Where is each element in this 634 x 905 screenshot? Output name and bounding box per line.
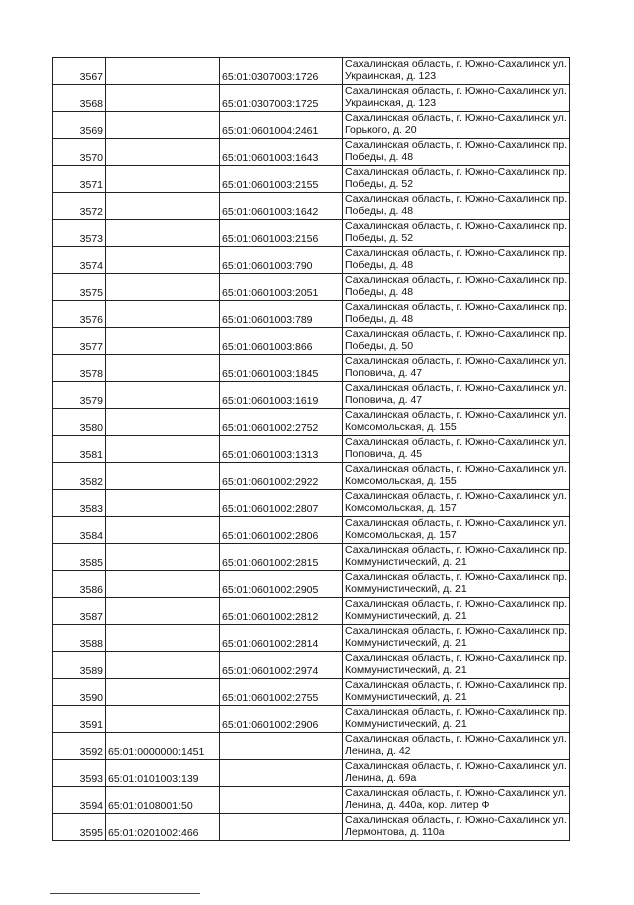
table-row <box>53 787 570 814</box>
address-line-region: Сахалинская область, г. Южно-Сахалинск ул. <box>345 85 567 97</box>
cadastral-number-cell <box>106 274 220 301</box>
address-line-region: Сахалинская область, г. Южно-Сахалинск пр. <box>345 301 568 313</box>
cadastral-number-cell <box>106 355 220 382</box>
cadastral-number-alt-cell: 65:01:0601003:2156 <box>220 220 343 247</box>
row-number-cell: 3573 <box>53 220 106 247</box>
address-cell <box>343 652 570 679</box>
address-cell <box>343 139 570 166</box>
address-cell <box>343 544 570 571</box>
table-row <box>53 220 570 247</box>
cadastral-number-alt-cell: 65:01:0601002:2815 <box>220 544 343 571</box>
address-line-street: Коммунистический, д. 21 <box>345 610 467 622</box>
address-line-region: Сахалинская область, г. Южно-Сахалинск пр. <box>345 544 568 556</box>
row-number-cell: 3594 <box>53 787 106 814</box>
row-number-cell: 3590 <box>53 679 106 706</box>
address-line-street: Украинская, д. 123 <box>345 97 437 109</box>
address-line-region: Сахалинская область, г. Южно-Сахалинск ул. <box>345 112 567 124</box>
row-number-cell: 3595 <box>53 814 106 841</box>
table-row <box>53 112 570 139</box>
address-line-street: Ленина, д. 440а, кор. литер Ф <box>345 799 490 811</box>
address-line-region: Сахалинская область, г. Южно-Сахалинск пр. <box>345 598 568 610</box>
table-row <box>53 382 570 409</box>
cadastral-number-alt-cell: 65:01:0601003:1642 <box>220 193 343 220</box>
cadastral-number-alt-cell: 65:01:0601003:790 <box>220 247 343 274</box>
table-row <box>53 760 570 787</box>
row-number-cell: 3578 <box>53 355 106 382</box>
address-line-street: Поповича, д. 45 <box>345 448 423 460</box>
cadastral-number-alt-cell: 65:01:0601002:2812 <box>220 598 343 625</box>
address-line-region: Сахалинская область, г. Южно-Сахалинск ул. <box>345 58 567 70</box>
row-number-cell: 3582 <box>53 463 106 490</box>
address-line-region: Сахалинская область, г. Южно-Сахалинск ул. <box>345 814 567 826</box>
address-line-region: Сахалинская область, г. Южно-Сахалинск ул. <box>345 463 567 475</box>
address-cell <box>343 436 570 463</box>
address-cell <box>343 706 570 733</box>
address-line-region: Сахалинская область, г. Южно-Сахалинск ул. <box>345 382 567 394</box>
row-number-cell: 3568 <box>53 85 106 112</box>
address-line-region: Сахалинская область, г. Южно-Сахалинск пр. <box>345 274 568 286</box>
address-cell <box>343 247 570 274</box>
cadastral-number-cell <box>106 517 220 544</box>
table-row <box>53 139 570 166</box>
address-line-street: Ленина, д. 69а <box>345 772 417 784</box>
row-number-cell: 3574 <box>53 247 106 274</box>
address-cell <box>343 328 570 355</box>
address-line-street: Комсомольская, д. 157 <box>345 529 457 541</box>
row-number-cell: 3584 <box>53 517 106 544</box>
table-row <box>53 598 570 625</box>
address-line-region: Сахалинская область, г. Южно-Сахалинск пр. <box>345 193 568 205</box>
registry-table-body <box>53 58 570 841</box>
address-cell <box>343 679 570 706</box>
row-number-cell: 3592 <box>53 733 106 760</box>
address-line-region: Сахалинская область, г. Южно-Сахалинск ул. <box>345 760 567 772</box>
address-line-street: Коммунистический, д. 21 <box>345 556 467 568</box>
row-number-cell: 3588 <box>53 625 106 652</box>
cadastral-number-cell <box>106 544 220 571</box>
row-number-cell: 3591 <box>53 706 106 733</box>
address-cell <box>343 166 570 193</box>
cadastral-number-alt-cell: 65:01:0601003:1845 <box>220 355 343 382</box>
cadastral-number-alt-cell: 65:01:0601002:2922 <box>220 463 343 490</box>
address-cell <box>343 625 570 652</box>
row-number-cell: 3581 <box>53 436 106 463</box>
address-cell <box>343 733 570 760</box>
cadastral-number-alt-cell <box>220 760 343 787</box>
cadastral-number-cell: 65:01:0201002:466 <box>106 814 220 841</box>
cadastral-number-cell <box>106 58 220 85</box>
row-number-cell: 3569 <box>53 112 106 139</box>
address-cell <box>343 571 570 598</box>
address-line-street: Коммунистический, д. 21 <box>345 691 467 703</box>
cadastral-number-cell <box>106 436 220 463</box>
cadastral-number-cell <box>106 463 220 490</box>
address-line-region: Сахалинская область, г. Южно-Сахалинск ул. <box>345 490 567 502</box>
address-line-street: Комсомольская, д. 155 <box>345 421 457 433</box>
row-number-cell: 3571 <box>53 166 106 193</box>
table-row <box>53 247 570 274</box>
row-number-cell: 3577 <box>53 328 106 355</box>
cadastral-number-cell <box>106 85 220 112</box>
cadastral-number-alt-cell: 65:01:0601002:2905 <box>220 571 343 598</box>
table-row <box>53 58 570 85</box>
address-cell <box>343 463 570 490</box>
address-line-street: Лермонтова, д. 110а <box>345 826 445 838</box>
cadastral-number-cell <box>106 571 220 598</box>
address-line-region: Сахалинская область, г. Южно-Сахалинск ул. <box>345 517 567 529</box>
address-cell <box>343 382 570 409</box>
address-cell <box>343 220 570 247</box>
cadastral-number-alt-cell: 65:01:0601003:2051 <box>220 274 343 301</box>
address-line-street: Коммунистический, д. 21 <box>345 583 467 595</box>
cadastral-number-alt-cell <box>220 733 343 760</box>
row-number-cell: 3575 <box>53 274 106 301</box>
cadastral-number-cell <box>106 409 220 436</box>
cadastral-number-cell: 65:01:0000000:1451 <box>106 733 220 760</box>
address-line-region: Сахалинская область, г. Южно-Сахалинск пр. <box>345 220 568 232</box>
cadastral-number-alt-cell: 65:01:0601002:2814 <box>220 625 343 652</box>
cadastral-number-alt-cell: 65:01:0601003:789 <box>220 301 343 328</box>
table-row <box>53 85 570 112</box>
row-number-cell: 3586 <box>53 571 106 598</box>
row-number-cell: 3593 <box>53 760 106 787</box>
address-line-street: Победы, д. 48 <box>345 205 414 217</box>
address-line-street: Коммунистический, д. 21 <box>345 664 467 676</box>
table-row <box>53 436 570 463</box>
address-cell <box>343 814 570 841</box>
address-cell <box>343 598 570 625</box>
cadastral-number-cell <box>106 247 220 274</box>
cadastral-number-cell <box>106 301 220 328</box>
cadastral-number-cell <box>106 328 220 355</box>
cadastral-number-cell <box>106 112 220 139</box>
address-line-street: Победы, д. 48 <box>345 151 414 163</box>
table-row <box>53 355 570 382</box>
cadastral-number-alt-cell <box>220 787 343 814</box>
address-cell <box>343 355 570 382</box>
cadastral-number-cell <box>106 706 220 733</box>
cadastral-number-alt-cell: 65:01:0601002:2755 <box>220 679 343 706</box>
cadastral-number-alt-cell: 65:01:0601003:1643 <box>220 139 343 166</box>
address-line-region: Сахалинская область, г. Южно-Сахалинск пр. <box>345 247 568 259</box>
address-line-region: Сахалинская область, г. Южно-Сахалинск ул. <box>345 733 567 745</box>
table-row <box>53 301 570 328</box>
table-row <box>53 544 570 571</box>
table-row <box>53 706 570 733</box>
address-line-street: Победы, д. 48 <box>345 286 414 298</box>
cadastral-number-cell: 65:01:0101003:139 <box>106 760 220 787</box>
table-row <box>53 625 570 652</box>
table-row <box>53 463 570 490</box>
cadastral-number-alt-cell: 65:01:0601003:2155 <box>220 166 343 193</box>
cadastral-number-cell <box>106 679 220 706</box>
cadastral-number-cell <box>106 625 220 652</box>
cadastral-number-cell <box>106 598 220 625</box>
cadastral-number-alt-cell: 65:01:0307003:1725 <box>220 85 343 112</box>
cadastral-number-cell: 65:01:0108001:50 <box>106 787 220 814</box>
table-row <box>53 679 570 706</box>
table-row <box>53 166 570 193</box>
address-cell <box>343 274 570 301</box>
cadastral-number-alt-cell <box>220 814 343 841</box>
address-line-street: Горького, д. 20 <box>345 124 417 136</box>
address-cell <box>343 193 570 220</box>
row-number-cell: 3585 <box>53 544 106 571</box>
address-line-street: Комсомольская, д. 157 <box>345 502 457 514</box>
cadastral-number-alt-cell: 65:01:0601002:2807 <box>220 490 343 517</box>
address-line-street: Комсомольская, д. 155 <box>345 475 457 487</box>
row-number-cell: 3567 <box>53 58 106 85</box>
table-row <box>53 490 570 517</box>
cadastral-number-alt-cell: 65:01:0307003:1726 <box>220 58 343 85</box>
address-line-region: Сахалинская область, г. Южно-Сахалинск пр. <box>345 679 568 691</box>
address-line-region: Сахалинская область, г. Южно-Сахалинск пр. <box>345 625 568 637</box>
cadastral-number-cell <box>106 166 220 193</box>
cadastral-number-alt-cell: 65:01:0601003:866 <box>220 328 343 355</box>
cadastral-number-alt-cell: 65:01:0601003:1619 <box>220 382 343 409</box>
address-line-region: Сахалинская область, г. Южно-Сахалинск ул. <box>345 355 567 367</box>
address-line-region: Сахалинская область, г. Южно-Сахалинск пр. <box>345 328 568 340</box>
cadastral-number-cell <box>106 382 220 409</box>
address-line-region: Сахалинская область, г. Южно-Сахалинск пр. <box>345 166 568 178</box>
cadastral-number-cell <box>106 490 220 517</box>
table-row <box>53 328 570 355</box>
address-line-street: Победы, д. 50 <box>345 340 414 352</box>
address-line-street: Победы, д. 48 <box>345 259 414 271</box>
address-line-street: Ленина, д. 42 <box>345 745 411 757</box>
address-line-region: Сахалинская область, г. Южно-Сахалинск ул. <box>345 409 567 421</box>
cadastral-number-alt-cell: 65:01:0601002:2752 <box>220 409 343 436</box>
table-row <box>53 814 570 841</box>
address-cell <box>343 301 570 328</box>
address-line-region: Сахалинская область, г. Южно-Сахалинск ул. <box>345 436 567 448</box>
address-line-region: Сахалинская область, г. Южно-Сахалинск пр. <box>345 571 568 583</box>
row-number-cell: 3576 <box>53 301 106 328</box>
row-number-cell: 3587 <box>53 598 106 625</box>
address-line-street: Победы, д. 52 <box>345 232 414 244</box>
table-row <box>53 409 570 436</box>
cadastral-number-alt-cell: 65:01:0601002:2806 <box>220 517 343 544</box>
cadastral-number-alt-cell: 65:01:0601002:2906 <box>220 706 343 733</box>
address-line-region: Сахалинская область, г. Южно-Сахалинск пр. <box>345 139 568 151</box>
table-row <box>53 274 570 301</box>
address-cell <box>343 58 570 85</box>
address-line-region: Сахалинская область, г. Южно-Сахалинск ул. <box>345 787 567 799</box>
cadastral-number-cell <box>106 220 220 247</box>
row-number-cell: 3570 <box>53 139 106 166</box>
cadastral-number-alt-cell: 65:01:0601003:1313 <box>220 436 343 463</box>
address-line-street: Поповича, д. 47 <box>345 367 423 379</box>
footnote-divider <box>50 893 200 894</box>
cadastral-number-alt-cell: 65:01:0601004:2461 <box>220 112 343 139</box>
table-row <box>53 652 570 679</box>
address-line-region: Сахалинская область, г. Южно-Сахалинск пр. <box>345 652 568 664</box>
address-line-street: Украинская, д. 123 <box>345 70 437 82</box>
table-row <box>53 571 570 598</box>
cadastral-number-alt-cell: 65:01:0601002:2974 <box>220 652 343 679</box>
address-cell <box>343 409 570 436</box>
address-cell <box>343 787 570 814</box>
cadastral-number-cell <box>106 139 220 166</box>
address-cell <box>343 490 570 517</box>
address-cell <box>343 517 570 544</box>
address-line-street: Поповича, д. 47 <box>345 394 423 406</box>
address-line-region: Сахалинская область, г. Южно-Сахалинск пр. <box>345 706 568 718</box>
table-row <box>53 733 570 760</box>
registry-table-container <box>52 57 570 841</box>
address-line-street: Коммунистический, д. 21 <box>345 637 467 649</box>
row-number-cell: 3580 <box>53 409 106 436</box>
row-number-cell: 3583 <box>53 490 106 517</box>
row-number-cell: 3572 <box>53 193 106 220</box>
table-row <box>53 517 570 544</box>
registry-table <box>52 57 570 841</box>
address-line-street: Коммунистический, д. 21 <box>345 718 467 730</box>
address-cell <box>343 112 570 139</box>
table-row <box>53 193 570 220</box>
address-line-street: Победы, д. 52 <box>345 178 414 190</box>
cadastral-number-cell <box>106 652 220 679</box>
row-number-cell: 3579 <box>53 382 106 409</box>
address-line-street: Победы, д. 48 <box>345 313 414 325</box>
cadastral-number-cell <box>106 193 220 220</box>
address-cell <box>343 760 570 787</box>
row-number-cell: 3589 <box>53 652 106 679</box>
address-cell <box>343 85 570 112</box>
